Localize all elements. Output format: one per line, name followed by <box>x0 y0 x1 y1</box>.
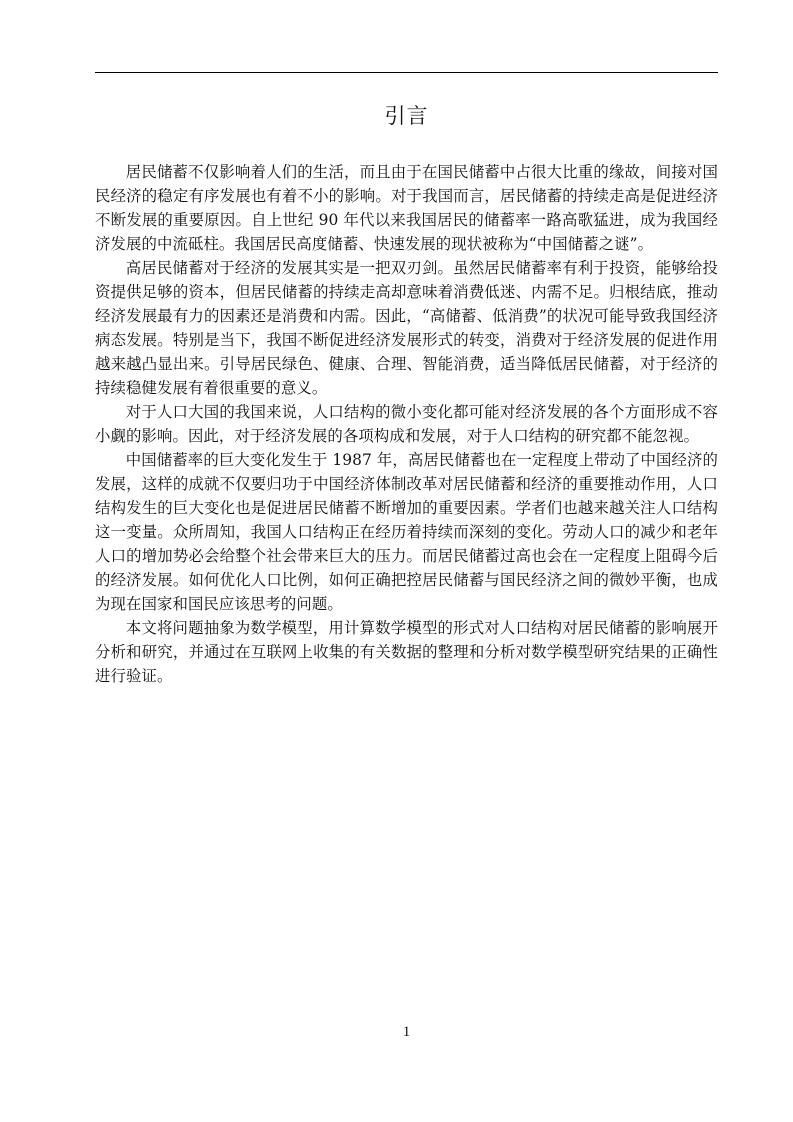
paragraph-1: 居民储蓄不仅影响着人们的生活，而且由于在国民储蓄中占很大比重的缘故，间接对国民经济的稳定有序发展也有着不小的影响。对于我国而言，居民储蓄的持续走高是促进经济不断发展的重要原因。自上世纪 90 年代以来我国居民的储蓄率一路高歌猛进，成为我国经济发展的中流砥柱。我国居民高度储蓄、快速发展的现状被称为“中国储蓄之谜”。 <box>95 163 718 253</box>
paragraph-2: 高居民储蓄对于经济的发展其实是一把双刃剑。虽然居民储蓄率有利于投资，能够给投资提供足够的资本，但居民储蓄的持续走高却意味着消费低迷、内需不足。归根结底，推动经济发展最有力的因素还是消费和内需。因此，“高储蓄、低消费”的状况可能导致我国经济病态发展。特别是当下，我国不断促进经济发展形式的转变，消费对于经济发展的促进作用越来越凸显出来。引导居民绿色、健康、合理、智能消费，适当降低居民储蓄，对于经济的持续稳健发展有着很重要的意义。 <box>95 259 718 397</box>
paragraph-4: 中国储蓄率的巨大变化发生于 1987 年，高居民储蓄也在一定程度上带动了中国经济的发展，这样的成就不仅要归功于中国经济体制改革对居民储蓄和经济的重要推动作用，人口结构发生的巨大变化也是促进居民储蓄不断增加的重要因素。学者们也越来越关注人口结构这一变量。众所周知，我国人口结构正在经历着持续而深刻的变化。劳动人口的减少和老年人口的增加势必会给整个社会带来巨大的压力。而居民储蓄过高也会在一定程度上阻碍今后的经济发展。如何优化人口比例，如何正确把控居民储蓄与国民经济之间的微妙平衡，也成为现在国家和国民应该思考的问题。 <box>95 451 718 613</box>
header-rule <box>95 72 718 73</box>
paragraph-5: 本文将问题抽象为数学模型，用计算数学模型的形式对人口结构对居民储蓄的影响展开分析和研究，并通过在互联网上收集的有关数据的整理和分析对数学模型研究结果的正确性进行验证。 <box>95 619 718 685</box>
paragraph-3: 对于人口大国的我国来说，人口结构的微小变化都可能对经济发展的各个方面形成不容小觑的影响。因此，对于经济发展的各项构成和发展，对于人口结构的研究都不能忽视。 <box>95 403 718 445</box>
page-title: 引言 <box>384 104 429 128</box>
body-text <box>95 160 718 688</box>
page-number: 1 <box>402 1024 411 1040</box>
